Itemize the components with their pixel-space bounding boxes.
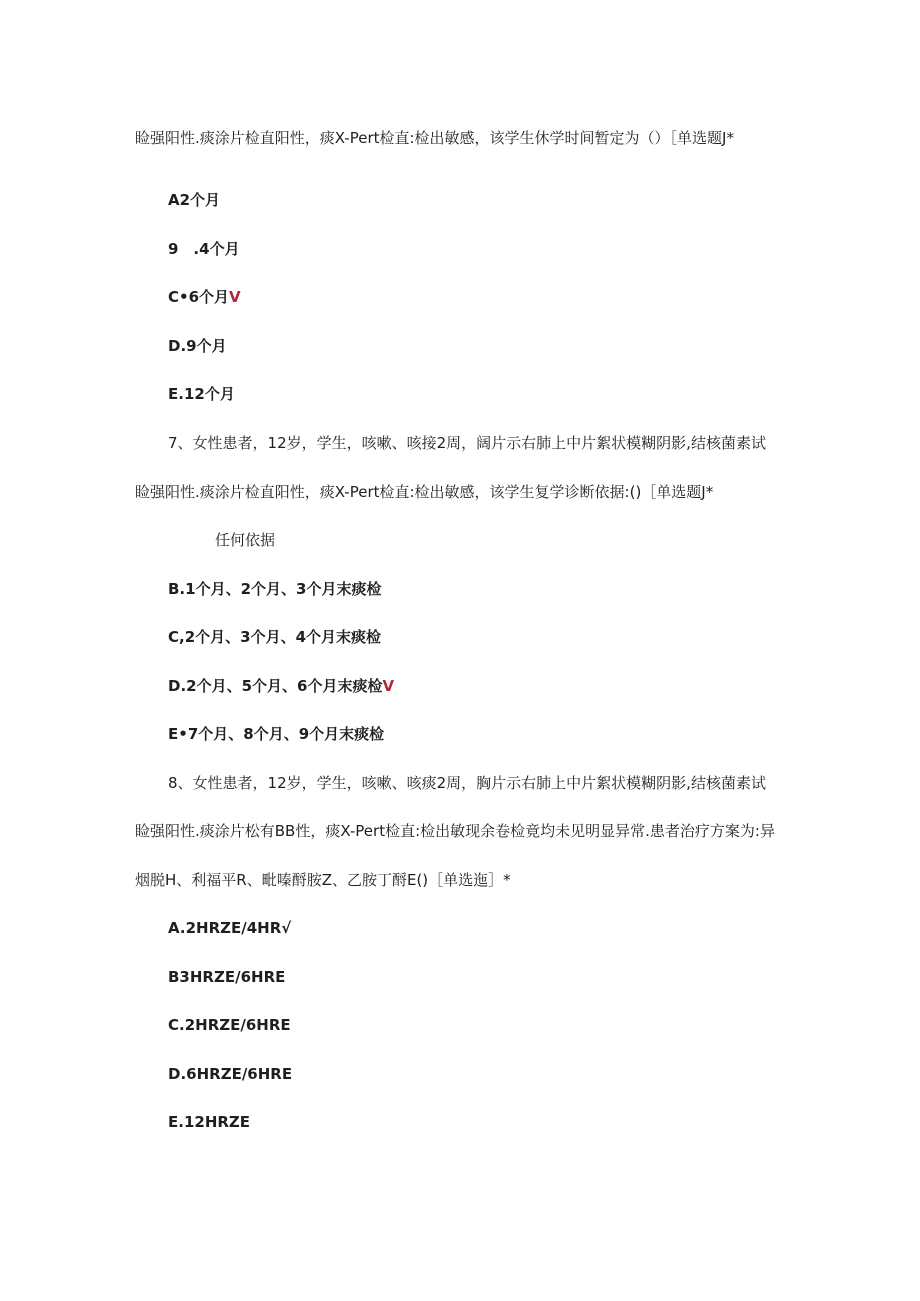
question-8-stem-line-1: 8、女性患者，12岁，学生，咳嗽、咳痰2周，胸片示右肺上中片絮状模糊阴影,结核菌素试 bbox=[168, 774, 766, 792]
q7-option-b: B.1个月、2个月、3个月末痰检 bbox=[168, 580, 382, 598]
question-7-stem-line-2: 睑强阳性.痰涂片检直阳性，痰X-Pert检直:检出敏感，该学生复学诊断依据:()［单选题J* bbox=[135, 483, 714, 501]
q7-option-c: C,2个月、3个月、4个月末痰检 bbox=[168, 628, 382, 646]
q8-option-a: A.2HRZE∕4HR√ bbox=[168, 919, 292, 937]
q6-option-e: E.12个月 bbox=[168, 385, 235, 403]
q6-option-d: D.9个月 bbox=[168, 337, 227, 355]
q7-option-d: D.2个月、5个月、6个月末痰检V bbox=[168, 677, 395, 695]
q6-option-c: C•6个月V bbox=[168, 288, 241, 306]
q7-option-e: E•7个月、8个月、9个月末痰检 bbox=[168, 725, 385, 743]
correct-mark: V bbox=[229, 288, 241, 306]
question-8-stem-line-2: 睑强阳性.痰涂片松有BB性，痰X-Pert检直:检出敏现余卷检竟均未见明显异常.患者治疗方案为:异 bbox=[135, 822, 775, 840]
q6-option-a: A2个月 bbox=[168, 191, 221, 209]
q8-option-e: E.12HRZE bbox=[168, 1113, 251, 1131]
q8-option-d: D.6HRZE/6HRE bbox=[168, 1065, 293, 1083]
question-8-stem-line-3: 烟脱H、利福平R、毗嗪酹胺Z、乙胺丁酹E()［单选迤］* bbox=[135, 871, 511, 889]
correct-mark: V bbox=[382, 677, 395, 695]
q8-option-c: C.2HRZE/6HRE bbox=[168, 1016, 291, 1034]
question-6-stem: 睑强阳性.痰涂片检直阳性，痰X-Pert检直:检出敏感，该学生休学时间暂定为（）［单选题J* bbox=[135, 129, 734, 147]
q7-option-a: 任何依据 bbox=[215, 531, 276, 549]
q6-option-b: 9 .4个月 bbox=[168, 240, 240, 258]
question-7-stem-line-1: 7、女性患者，12岁，学生，咳嗽、咳接2周，阔片示右肺上中片絮状模糊阴影,结核菌素试 bbox=[168, 434, 766, 452]
q8-option-b: B3HRZE/6HRE bbox=[168, 968, 286, 986]
